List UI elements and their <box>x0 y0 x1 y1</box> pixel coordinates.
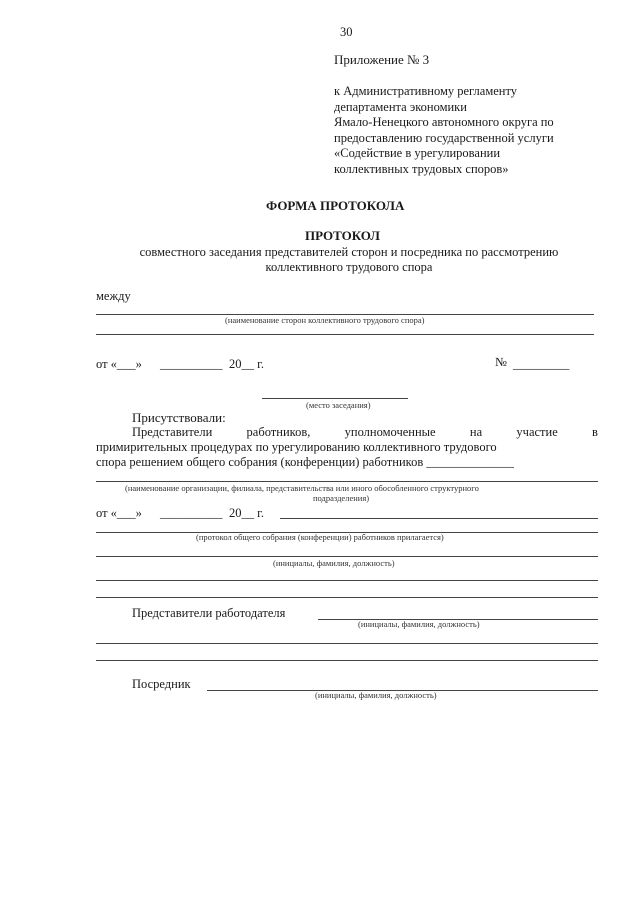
organization-caption-2: подразделения) <box>313 493 370 503</box>
page-number: 30 <box>340 25 353 39</box>
protocol-subtitle-1: совместного заседания представителей сторон и посредника по рассмотрению <box>139 245 559 259</box>
appendix-line: «Содействие в урегулировании <box>334 146 501 160</box>
date2-blank: __________ <box>160 506 223 520</box>
workers-line-a <box>96 580 598 581</box>
date-blank: __________ <box>160 357 223 371</box>
appendix-title: Приложение № 3 <box>334 52 430 67</box>
protocol-title: ПРОТОКОЛ <box>305 228 380 243</box>
protocol-subtitle-2: коллективного трудового спора <box>265 260 433 274</box>
workers-paragraph <box>96 425 598 470</box>
appendix-line: к Административному регламенту <box>334 84 518 98</box>
form-title: ФОРМА ПРОТОКОЛА <box>266 198 405 213</box>
workers-line-b <box>96 597 598 598</box>
workers-word: Представители <box>132 425 213 439</box>
employer-line-a <box>96 643 598 644</box>
appendix-line: департамента экономики <box>334 99 467 114</box>
date2-year: 20__ г. <box>229 506 264 520</box>
workers-line-1 <box>96 425 598 440</box>
organization-caption-1: (наименование организации, филиала, представительства или иного обособленного структурного <box>125 483 479 493</box>
between-label: между <box>96 289 131 303</box>
organization-line <box>96 481 598 482</box>
place-line <box>262 398 408 399</box>
workers-word: участие <box>516 425 558 439</box>
person1-line <box>96 556 598 557</box>
date2-from: от «___» <box>96 506 142 520</box>
appendix-description <box>334 84 554 177</box>
appendix-line: предоставлению государственной услуги <box>334 130 554 145</box>
person1-caption: (инициалы, фамилия, должность) <box>273 558 395 568</box>
workers-word: работников, <box>246 425 311 439</box>
appendix-line: Ямало-Ненецкого автономного округа по <box>334 115 554 129</box>
employer-label: Представители работодателя <box>132 606 286 620</box>
date-from: от «___» <box>96 357 142 371</box>
place-caption: (место заседания) <box>306 400 371 410</box>
person2-caption: (инициалы, фамилия, должность) <box>358 619 480 629</box>
number-label: № <box>495 355 507 369</box>
workers-word: в <box>592 425 598 439</box>
workers-line-2: примирительных процедурах по урегулированию коллективного трудового <box>96 440 497 454</box>
number-blank: _________ <box>513 357 570 371</box>
parties-caption: (наименование сторон коллективного трудового спора) <box>225 315 425 325</box>
appendix-line: коллективных трудовых споров» <box>334 161 509 176</box>
mediator-label: Посредник <box>132 677 191 691</box>
employer-line-b <box>96 660 598 661</box>
workers-word: уполномоченные <box>344 425 436 439</box>
workers-word: на <box>469 425 483 439</box>
parties-line-2 <box>96 334 594 335</box>
person3-caption: (инициалы, фамилия, должность) <box>315 690 437 700</box>
date-year: 20__ г. <box>229 357 264 371</box>
present-label: Присутствовали: <box>132 410 226 425</box>
minutes-line <box>280 518 598 519</box>
minutes-caption: (протокол общего собрания (конференции) работников прилагается) <box>196 532 444 542</box>
workers-line-3: спора решением общего собрания (конференции) работников ______________ <box>96 455 514 469</box>
